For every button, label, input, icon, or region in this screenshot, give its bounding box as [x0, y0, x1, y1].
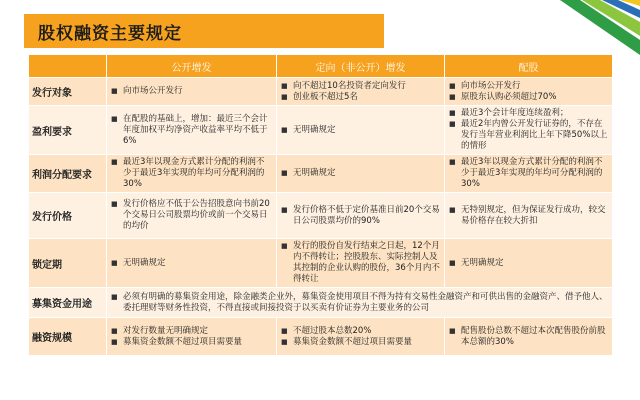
row-label: 发行价格: [29, 193, 107, 239]
table-cell: [445, 239, 613, 288]
bullet-item: [111, 258, 272, 269]
table-cell: [445, 318, 613, 356]
row-label: 发行对象: [29, 78, 107, 106]
bullet-item: [111, 114, 272, 147]
table-row: [29, 193, 613, 239]
bullet-icon: ■: [281, 326, 288, 335]
column-header: 定向（非公开）增发: [277, 55, 445, 78]
bullet-item: [449, 108, 608, 119]
bullet-item: [281, 337, 440, 348]
bullet-item: [449, 258, 608, 269]
bullet-text: 向市场公开发行: [461, 80, 521, 91]
bullet-icon: ■: [449, 120, 456, 128]
bullet-icon: ■: [449, 158, 456, 166]
bullet-text: 无明确规定: [461, 257, 504, 268]
table-cell: [107, 106, 277, 155]
table-cell: [277, 106, 445, 155]
bullet-item: [281, 241, 440, 285]
bullet-icon: ■: [111, 87, 118, 95]
bullet-text: 对发行数量无明确规定: [123, 325, 209, 336]
table-cell: [107, 318, 277, 356]
bullet-item: [281, 205, 440, 227]
bullet-text: 发行价格不低于定价基准日前20个交易日公司股票均价的90%: [293, 204, 440, 226]
bullet-item: [111, 326, 272, 337]
table-cell: [107, 239, 277, 288]
page-title: 股权融资主要规定: [38, 23, 182, 44]
bullet-icon: ■: [449, 92, 456, 101]
bullet-text: 向不超过10名投资者定向发行: [293, 80, 406, 91]
bullet-icon: ■: [281, 92, 288, 101]
bullet-icon: ■: [449, 258, 456, 267]
merged-cell: [107, 288, 613, 318]
table-cell: [445, 193, 613, 239]
bullet-icon: ■: [281, 205, 288, 214]
bullet-item: [281, 81, 440, 92]
bullet-icon: ■: [111, 292, 118, 301]
table-cell: [277, 78, 445, 106]
header-corner: [29, 55, 107, 78]
bullet-icon: ■: [111, 337, 118, 346]
bullet-text: 募集资金数额不超过项目需要量: [293, 336, 413, 347]
bullet-icon: ■: [281, 81, 288, 90]
bullet-icon: ■: [449, 81, 456, 90]
bullet-item: [281, 92, 440, 103]
bullet-text: 在配股的基础上，增加：最近三个会计年度加权平均净资产收益率平均不低于6%: [123, 113, 268, 146]
bullet-icon: ■: [111, 158, 118, 166]
bullet-item: [111, 86, 272, 97]
bullet-text: 原股东认购必须超过70%: [461, 91, 557, 102]
bullet-text: 不超过股本总数20%: [293, 325, 372, 336]
bullet-text: 无特别规定，但为保证发行成功，较交易价格存在较大折扣: [461, 204, 606, 226]
decorative-stripes: [520, 0, 640, 60]
bullet-item: [111, 199, 272, 232]
bullet-item: [111, 337, 272, 348]
table-cell: [107, 193, 277, 239]
bullet-icon: ■: [449, 205, 456, 214]
row-label: 融资规模: [29, 318, 107, 356]
table-row: [29, 318, 613, 356]
bullet-item: [449, 92, 608, 103]
bullet-text: 发行价格应不低于公告招股意向书前20个交易日公司股票均价或前一个交易日的均价: [123, 199, 270, 231]
bullet-icon: ■: [449, 326, 456, 335]
column-header: 配股: [445, 55, 613, 78]
bullet-item: [281, 326, 440, 337]
bullet-text: 无明确规定: [293, 168, 336, 178]
row-label: 利润分配要求: [29, 155, 107, 193]
table-cell: [277, 155, 445, 193]
title-banner: [24, 14, 384, 48]
bullet-item: [111, 157, 272, 190]
bullet-icon: ■: [281, 169, 288, 177]
bullet-text: 无明确规定: [123, 257, 166, 268]
bullet-text: 最近2年内曾公开发行证券的，不存在发行当年营业利润比上年下降50%以上的情形: [461, 119, 608, 151]
table-row: [29, 106, 613, 155]
table-cell: [277, 239, 445, 288]
bullet-item: [449, 326, 608, 348]
table-header-row: [29, 55, 613, 78]
bullet-text: 向市场公开发行: [123, 86, 183, 96]
table-row: [29, 288, 613, 318]
bullet-text: 最近3年以现金方式累计分配的利润不少于最近3年实现的年均可分配利润的30%: [123, 157, 265, 189]
bullet-text: 最近3年以现金方式累计分配的利润不少于最近3年实现的年均可分配利润的30%: [461, 157, 603, 189]
comparison-table: [28, 54, 613, 356]
bullet-text: 募集资金数额不超过项目需要量: [123, 336, 243, 347]
table-cell: [445, 78, 613, 106]
bullet-icon: ■: [111, 326, 118, 335]
row-label: 盈利要求: [29, 106, 107, 155]
table-row: [29, 155, 613, 193]
table-cell: [107, 78, 277, 106]
bullet-icon: ■: [281, 337, 288, 346]
table-cell: [107, 155, 277, 193]
table-cell: [445, 106, 613, 155]
bullet-icon: ■: [281, 125, 288, 134]
bullet-item: [111, 292, 608, 314]
row-label: 锁定期: [29, 239, 107, 288]
bullet-item: [449, 81, 608, 92]
bullet-text: 无明确规定: [293, 124, 336, 135]
bullet-text: 必须有明确的募集资金用途，除金融类企业外，募集资金使用项目不得为持有交易性金融资产和可供出售的金融资产、借予他人、委托理财等财务性投资，不得直接或间接投资于以买卖有价证券为主要业务的公司: [123, 291, 608, 313]
table-cell: [277, 318, 445, 356]
table-row: [29, 239, 613, 288]
table-row: [29, 78, 613, 106]
bullet-text: 发行的股份自发行结束之日起，12个月内不得转让；控股股东、实际控制人及其控制的企业认购的股份，36个月内不得转让: [293, 241, 440, 284]
bullet-icon: ■: [111, 114, 118, 123]
bullet-item: [449, 119, 608, 152]
bullet-icon: ■: [111, 200, 118, 208]
bullet-item: [449, 205, 608, 227]
bullet-icon: ■: [449, 109, 456, 117]
bullet-item: [281, 125, 440, 136]
bullet-text: 最近3个会计年度连续盈利；: [461, 108, 569, 118]
bullet-icon: ■: [111, 258, 118, 267]
column-header: 公开增发: [107, 55, 277, 78]
bullet-item: [281, 168, 440, 179]
row-label: 募集资金用途: [29, 288, 107, 318]
bullet-text: 创业板不超过5名: [293, 91, 358, 102]
bullet-item: [449, 157, 608, 190]
table-cell: [277, 193, 445, 239]
bullet-text: 配售股份总数不超过本次配售股份前股本总额的30%: [461, 325, 606, 347]
table-cell: [445, 155, 613, 193]
bullet-icon: ■: [281, 242, 288, 250]
